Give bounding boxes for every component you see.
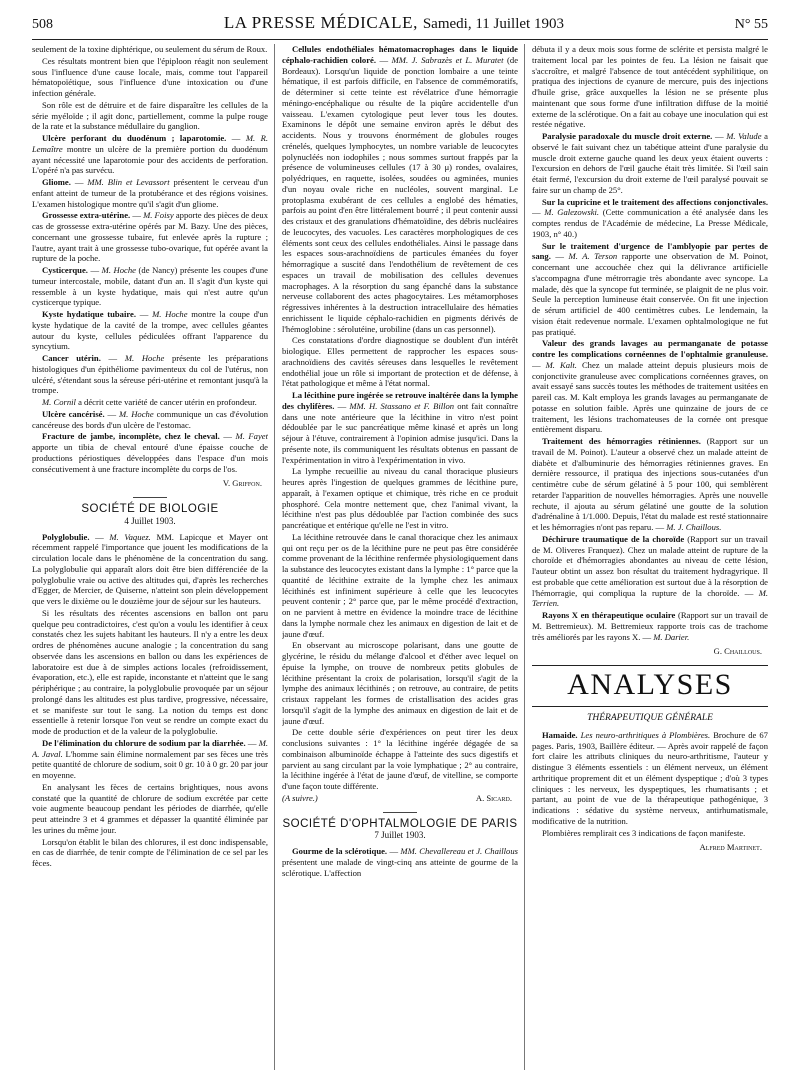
report-fracture: Fracture de jambe, incomplète, chez le cheval. — M. Fayet apporte un tibia de cheval entouré d'une épaisse couche de productions périostiques développées dans l'espace d'un mois consécutivement à une fracture incomplète du corps de l'os. <box>32 431 268 474</box>
to-be-continued: (A suivre.) <box>282 792 318 803</box>
page-number: 508 <box>32 17 53 32</box>
column-middle <box>282 44 518 1070</box>
signature: A. Sicard. <box>475 792 512 803</box>
report-text: MM. Lapicque et Mayer ont récemment rappelé l'importance que jouent les modifications de la circulation locale dans le phénomène de la concentration du sang. La polyglobulie qui apparaît alors doit être bien différenciée de la polyglobulie vraie ou active des altitudes qui, d'après les recherches d'Egger, de Mercier, de Quiserne, n'atteint son plein développement que vers le dixième ou le douzième jour de séjour sur les hauteurs. <box>32 531 268 606</box>
report-author: M. Foisy <box>143 210 174 221</box>
signature: G. Chaillous. <box>713 646 762 657</box>
report-author: M. Darier. <box>653 631 690 642</box>
report-text: a observé le fait suivant chez un tabétique atteint d'une paralysie du muscle droit externe gauche quand les deux yeux étaient ouverts : l'excursion en dehors de l'œil gauche était très limitée. Si l'œil sain était fermé, l'excursion du droit externe de l'œil paralysé pouvait se faire sur un champ de 25°. <box>532 131 768 195</box>
paragraph: Plombières remplirait ces 3 indications de façon manifeste. <box>542 827 746 838</box>
report-cysticerque: Cysticerque. — M. Hoche (de Nancy) présente les coupes d'une tumeur intercostale, mobile, datant d'un an. Il s'agit d'un kyste qui ressemble à un kyste hydatique, mais qui n'est autre qu'un cysticerque typique. <box>32 265 268 308</box>
report-text: a décrit cette variété de cancer utérin en profondeur. <box>78 397 257 407</box>
report-author: M. Terrien. <box>532 587 768 609</box>
report-dechirure: Déchirure traumatique de la choroïde (Rapport sur un travail de M. Oliveres Franquez). Chez un malade atteint de rupture de la choroïde et d'hémorragies abondantes au niveau de cette lésion, l'auteur obtint un assez bon résultat du traitement hydragyrique. Il est probable que cette amélioration est surtout due à la résorption de l'hémorragie, qui compliqua la rupture de la choroïde. — M. Terrien. <box>532 533 768 609</box>
report-text: présente les préparations histologiques d'un épithéliome pavimenteux du col de l'utérus, non ulcéré, s'étendant sous la séreuse péri-utérine et remontant jusqu'à la trompe. <box>32 353 268 396</box>
report-text: rapporte une observation de M. Poinot, concernant une accouchée chez qui la délivrance artificielle s'accompagna d'une métrorragie très abondante avec syncope. La malade, dès que la syncope fut terminée, se plaignit de ne plus voir. Seule la perception lumineuse était conservée. On fit une injection de sérum artificiel de 400 centimètres cubes. Le lendemain, la vision était redevenue normale. L'examen ophtalmologique ne fut pas pratiqué. <box>532 251 768 337</box>
report-title: Kyste hydatique tubaire. <box>42 309 136 319</box>
report-text: L'homme sain élimine normalement par ses fèces une très petite quantité de chlorure de sodium, soit 0 gr. 10 à 0 gr. 20 par jour en moyenne. <box>32 748 268 780</box>
report-ulcere-cancerise: Ulcère cancérisé. — M. Hoche communique un cas d'évolution cancéreuse des bords d'un ulcère de l'estomac. <box>32 408 268 430</box>
report-author: M. Hoche <box>152 309 188 319</box>
report-cupricine: Sur la cupricine et le traitement des affections conjonctivales. — M. Galezowski. (Cette communication a été analysée dans les comptes rendus de l'Académie de médecine, La Presse Médicale, 1903, n° 40.) <box>532 196 768 239</box>
report-author: M. Fayet <box>235 431 268 442</box>
subsection-title: THÉRAPEUTIQUE GÉNÉRALE <box>587 713 713 723</box>
report-text: (Cette communication a été analysée dans les comptes rendus de l'Académie de médecine, La Presse Médicale, 1903, n° 40.) <box>532 207 768 239</box>
column-divider <box>524 44 525 1070</box>
section-date: 7 Juillet 1903. <box>374 830 426 841</box>
report-text: montre un ulcère de la première portion du duodénum ayant nécessité une laparotomie pour des accidents de perforation. L'opéré n'a pas survécu. <box>32 143 268 176</box>
report-author: MM. J. Sabrazès et L. Muratet <box>391 54 504 65</box>
report-polyglobulie: Polyglobulie. — M. Vaquez. MM. Lapicque et Mayer ont récemment rappelé l'importance que jouent les modifications de la circulation locale dans le phénomène de la concentration du sang. La polyglobulie qui apparaît alors doit être bien différenciée de la polyglobulie vraie ou active des altitudes qui, d'après les recherches d'Egger, de Mercier, de Quiserne, n'atteint son plein développement que vers le dixième ou le douzième jour de séjour sur les hauteurs. <box>32 531 268 606</box>
report-title: Gourme de la sclérotique. <box>292 846 388 856</box>
report-title: Fracture de jambe, incomplète, chez le cheval. <box>42 431 220 442</box>
report-text: apporte un tibia de cheval entouré d'une épaisse couche de productions périostiques développées dans l'espace d'un mois consécutivement à une fracture incomplète du corps de l'os. <box>32 442 268 474</box>
report-grossesse: Grossesse extra-utérine. — M. Foisy apporte des pièces de deux cas de grossesse extra-utérine opérés par M. Bazy. Une des pièces, concernant une grossesse tubaire, fut enlevée après la rupture ; l'autre, ayant trait à une grossesse tubo-ovarique, fut opérée avant la rupture de la poche. <box>32 210 268 264</box>
report-title: Traitement des hémorragies rétiniennes. <box>542 436 701 446</box>
signature: Alfred Martinet. <box>699 842 762 853</box>
report-title: Cysticerque. <box>42 265 88 275</box>
report-title: Polyglobulie. <box>42 531 90 542</box>
journal-name: LA PRESSE MÉDICALE, <box>223 13 418 32</box>
section-date: 4 Juillet 1903. <box>124 515 176 526</box>
report-author: M. Hoche <box>101 265 136 275</box>
report-title: De l'élimination du chlorure de sodium par la diarrhée. <box>42 737 246 748</box>
report-cornil <box>32 397 268 408</box>
report-title: Sur la cupricine et le traitement des affections conjonctivales. <box>542 196 768 207</box>
report-title: Rayons X en thérapeutique oculaire <box>542 610 676 620</box>
page-header <box>32 13 768 40</box>
paragraph: seulement de la toxine diphtérique, ou seulement du sérum de Roux. <box>32 44 268 54</box>
column-divider <box>274 44 275 1070</box>
report-ulcere: Ulcère perforant du duodénum ; laparotomie. — M. R. Lemaître montre un ulcère de la première portion du duodénum ayant nécessité une laparotomie pour des accidents de perforation. L'opéré n'a pas survécu. <box>32 133 268 176</box>
issue-number: N° 55 <box>734 17 768 32</box>
report-author: M. Vaquez. <box>109 531 151 542</box>
review-text: Brochure de 67 pages. Paris, 1903, Baillère éditeur. — Après avoir rappelé de façon fort claire les attributs cliniques du neuro-arthritisme, l'auteur y distingue 3 éléments essentiels : un élément nerveux, un élément arthritique proprement dit et un élément dyspeptique ; d'où 3 types cliniques : les nerveux, les dyspeptiques, les rhumatisants ; et partant, au point de vue de la thérapeutique pathogénique, 3 indications : sédative du système nerveux, antirhumatismale, modificative de la nutrition. <box>532 729 768 826</box>
report-author: M. A. Javal. <box>32 737 268 759</box>
report-author: MM. Blin et Levassort <box>87 177 170 187</box>
review-title: Les neuro-arthritiques à Plombières. <box>580 729 711 740</box>
report-title: Paralysie paradoxale du muscle droit externe. <box>542 131 713 141</box>
report-text: Chez un malade atteint depuis plusieurs mois de conjonctivite granuleuse avec complications cornéennes graves, on avait essayé sans succès toutes les méthodes de traitement usitées en pareil cas. M. Kalt employa les grands lavages au permanganate de potasse en solution faible. Après une quinzaine de jours de ce traitement, les lésions trachomateuses de la cornée ont presque entièrement disparu. <box>532 359 768 435</box>
report-cancer: Cancer utérin. — M. Hoche présente les préparations histologiques d'un épithéliome pavimenteux du col de l'utérus, non ulcéré, s'étendant sous la séreuse péri-utérine et remontant jusqu'à la trompe. <box>32 353 268 396</box>
report-author: M. A. Terson <box>568 251 618 262</box>
report-author: M. Hoche <box>124 353 165 363</box>
report-title: Cancer utérin. <box>42 353 101 363</box>
paragraph: Ces résultats montrent bien que l'épiploon réagit non seulement sous l'influence d'une cause locale, mais, comme tout l'appareil hématopoïétique, sous l'influence d'une intoxication ou d'une infection générale. <box>32 55 268 98</box>
section-title: SOCIÉTÉ DE BIOLOGIE <box>81 503 219 515</box>
paragraph: Si les résultats des récentes ascensions en ballon ont paru quelque peu contradictoires, c'est qu'on a voulu les identifier à ceux constatés chez les sujets habitant les hauteurs. Il n'y a entre les deux ordres de phénomènes aucune analogie ; la concentration du sang observée dans les ascensions en ballon ou dans les expériences de laboratoire est due à de simples actions locales (refroidissement, évaporation, etc.), elle est rapide, inconstante et n'atteint que le sang périphérique ; au contraire, la polyglobulie provoquée par un séjour prolongé dans les altitudes est plus tardive, progressive, nécessaire, et se manifeste sur tout le sang. La notion du temps est donc essentielle à retenir lorsque l'on veut se rendre un compte exact du mode de production et de la valeur de la polyglobulie. <box>32 607 268 736</box>
continued-line <box>282 793 518 804</box>
report-author: M. Valude <box>726 131 762 141</box>
report-text: apporte des pièces de deux cas de grossesse extra-utérine opérés par M. Bazy. Une des pièces, concernant une grossesse tubaire, fut enlevée après la rupture ; l'autre, ayant trait à une grossesse tubo-ovarique, fut opérée avant la rupture de la poche. <box>32 210 268 264</box>
review-hamaide <box>532 730 768 827</box>
report-title: Gliome. <box>42 177 71 187</box>
paragraph: La lymphe recueillie au niveau du canal thoracique plusieurs heures après l'ingestion de quelques grammes de lécithine pure, apparaît, à l'examen optique et chimique, très riche en ce produit phosphoré. Cela montre nettement que, chez l'animal vivant, la lécithine n'est pas plus dédoublée par l'action combinée des sucs pancréatique et entérique qu'elle ne l'est in vitro. <box>282 466 518 530</box>
report-lavages: Valeur des grands lavages au permanganate de potasse contre les complications cornéennes de l'ophtalmie granuleuse. — M. Kalt. Chez un malade atteint depuis plusieurs mois de conjonctivite granuleuse avec complications cornéennes graves, on avait essayé sans succès toutes les méthodes de traitement usitées en pareil cas. M. Kalt employa les grands lavages au permanganate de potasse en solution faible. Après une quinzaine de jours de ce traitement, les lésions trachomateuses de la cornée ont presque entièrement disparu. <box>532 338 768 435</box>
separator-rule <box>383 812 417 813</box>
report-author: M. Galezowski. <box>544 207 600 218</box>
report-chlorure: De l'élimination du chlorure de sodium par la diarrhée. — M. A. Javal. L'homme sain élimine normalement par ses fèces une très petite quantité de chlorure de sodium, soit 0 gr. 10 à 0 gr. 20 par jour en moyenne. <box>32 737 268 780</box>
paragraph: débuta il y a deux mois sous forme de sclérite et persista malgré le traitement local par les pointes de feu. La lésion ne faisait que s'accroître, et malgré l'absence de tout antécédent syphilitique, on pratiqua des injections de cyanure de mercure, puis des injections d'huile grise, grâce auxquelles la lésion ne se présente plus maintenant que sous forme d'une infiltration diffuse de la moitié externe de la sclérotique. On a fait au cobaye une inoculation qui est restée négative. <box>532 44 768 130</box>
report-text: (Rapport sur un travail de M. Poinot). L'auteur a observé chez un malade atteint de diabète et d'albuminurie des hémorragies rétiniennes graves. En dernière ressource, il pratiqua des injections sous-cutanées d'un centimètre cube de sérum gélatiné à 5 pour 100, qui semblèrent retarder l'apparition de nouvelles hémorragies. Après une nouvelle rechute, il ajouta au sérum gélatiné une goutte de la solution d'adrénaline à 1/1.000. Depuis, l'état du malade est resté stationnaire et les hémorragies n'ont pas reparu. <box>532 436 768 532</box>
report-author: M. Hoche <box>119 408 154 419</box>
column-right <box>532 44 768 1070</box>
paragraph: Son rôle est de détruire et de faire disparaître les cellules de la série myéloïde ; il agit donc, partiellement, comme la pulpe rouge de la rate et la substance médullaire du ganglion. <box>32 99 268 132</box>
report-paralysie: Paralysie paradoxale du muscle droit externe. — M. Valude a observé le fait suivant chez un tabétique atteint d'une paralysie du muscle droit externe gauche quand les deux yeux étaient ouverts : l'excursion en dehors de l'œil gauche était très limitée. Si l'œil sain était fermé, l'excursion du droit externe de l'œil paralysé pouvait se faire sur un champ de 25°. <box>532 131 768 195</box>
paragraph: Ces constatations d'ordre diagnostique se doublent d'un intérêt biologique. Elles permettent de rapprocher les espaces sous-arachnoïdiens des cavités séreuses dans lesquelles le revêtement endothélial joue un rôle si important de protection et de défense, à l'état pathologique et même à l'état normal. <box>282 335 518 389</box>
report-gliome: Gliome. — MM. Blin et Levassort présentent le cerveau d'un enfant atteint de tumeur de la protubérance et des régions voisines. L'examen histologique montre qu'il s'agit d'un gliome. <box>32 177 268 209</box>
report-author: M. Kalt. <box>545 359 577 370</box>
review-author: Hamaide. <box>542 729 578 740</box>
report-author: MM. Chevallereau et J. Chaillous <box>400 846 518 856</box>
paragraph: La lécithine retrouvée dans le canal thoracique chez les animaux qui ont reçu per os de la lécithine pure ne peut pas être considérée comme provenant de la lécithine renfermée physiologiquement dans la substance des leucocytes existant dans la lymphe : 1° parce que la quantité de lécithine extraite de la lymphe chez les animaux lécithinés est infiniment supérieure à celle que les leucocytes peuvent contenir ; 2° parce que, par le même procédé d'extraction, on ne parvient à mettre en évidence la moindre trace de lécithine dans la lymphe normale chez les animaux en digestion de lait et de jaune d'œuf. <box>282 531 518 639</box>
report-title: Valeur des grands lavages au permanganate de potasse contre les complications cornéennes de l'ophtalmie granuleuse. <box>532 338 768 359</box>
paragraph: En analysant les fèces de certains brightiques, nous avons constaté que la quantité de chlorure de sodium excrétée par cette voie augmente beaucoup pendant les périodes de diarrhée, qu'elle peut atteindre 3 et 4 grammes et dépasser la quantité éliminée par les urines du même jour. <box>32 781 268 835</box>
report-text: communique un cas d'évolution cancéreuse des bords d'un ulcère de l'estomac. <box>32 408 268 430</box>
report-title: Grossesse extra-utérine. <box>42 210 131 221</box>
report-kyste: Kyste hydatique tubaire. — M. Hoche montre la coupe d'un kyste hydatique de la cavité de la trompe, avec cellules géantes autour du kyste, cellules pédiculées offrant l'apparence du syncytium. <box>32 309 268 352</box>
column-left <box>32 44 268 1070</box>
separator-rule <box>133 497 167 498</box>
report-text: (de Bordeaux). Lorsqu'un liquide de ponction lombaire a une teinte hématique, il est parfois difficile, en l'absence de commémoratifs, de déterminer si cette teinte est révélatrice d'une hémorragie méningo-encéphalique ou résulte de la piqûre accidentelle d'un vaisseau. L'examen cytologique peut lever tous les doutes. Examinons le dépôt une semaine environ après le début des accidents. Nous y trouvons énormément de globules rouges crénelés, quelques lymphocytes, un nombre variable de leucocytes polynucléés non iodophiles ; nous sommes surtout frappés par la présence de volumineuses cellules (17 à 30 μ) rondes, ovalaires, polyédriques, en raquette, isolées, soudées ou agminées, munies d'un noyau ovale riche en nucléoles, souvent marginal. Le protoplasma exubérant de ces cellules a englobé des hématies, parfois au point d'en être littéralement bourré ; il peut contenir aussi des cristaux et des granulations d'hématoïdine, des débris nucléaires de leucocytes, des vacuoles. Les caractères morphologiques de ces éléments sont ceux des cellules endothéliales. Ainsi le passage dans les espaces sous-arachnoïdiens de particules émanées du foyer hémorragique a suscité dans l'endothélium de revêtement de ces espaces un travail de mobilisation des cellules devenues macrophages. A la résorption du sang épanché dans la substance nerveuse collaborent des actes phagocytaires. Les métamorphoses régressives inhérentes à la destruction intracellulaire des hématies enrichissent le liquide céphalo-rachidien en pigments dérivés de l'hémoglobine : sérolutéine, urobiline (dans un cas personnel). <box>282 54 518 334</box>
report-author: M. Cornil <box>42 397 76 407</box>
report-title: Déchirure traumatique de la choroïde <box>542 533 685 544</box>
report-title: Cellules endothéliales hématomacrophages dans le liquide céphalo-rachidien coloré. <box>282 44 518 65</box>
report-author: M. J. Chaillous. <box>666 522 722 532</box>
section-title: SOCIÉTÉ D'OPHTALMOLOGIE DE PARIS <box>282 817 518 830</box>
report-text: (de Nancy) présente les coupes d'une tumeur intercostale, mobile, datant d'un an. Il s'agit d'un kyste qui ressemble à un kyste hydatique, mais qui n'est autre qu'un cysticerque typique. <box>32 265 268 308</box>
report-text: (Rapport sur un travail de M. Oliveres Franquez). Chez un malade atteint de rupture de la choroïde et d'hémorragies abondantes au niveau de cette lésion, l'auteur obtint un assez bon résultat du traitement hydragyrique. Il est probable que cette amélioration est surtout due à la résorption de l'hémorragie, qui compliqua la rupture de la choroïde. <box>532 533 768 598</box>
report-text: montre la coupe d'un kyste hydatique de la cavité de la trompe, avec cellules géantes autour du kyste, cellules pédiculées offrant l'apparence du syncytium. <box>32 309 268 352</box>
signature: V. Griffon. <box>222 478 262 489</box>
section-banner-analyses: ANALYSES <box>532 665 768 707</box>
paragraph: Lorsqu'on établit le bilan des chlorures, il est donc indispensable, en cas de diarrhée, de tenir compte de l'élimination de ce sel par les fèces. <box>32 836 268 868</box>
report-text: ont fait connaître dans une note antérieure que la lécithine in vitro n'est point dédoublée par le suc pancréatique même kinasé et après un long séjour à l'étuve, contrairement à l'opinion admise jusqu'ici. Dans la présente note, ils communiquent les résultats obtenus en passant de l'expérimentation in vitro à l'expérimentation in vivo. <box>282 400 518 465</box>
report-cellules: Cellules endothéliales hématomacrophages dans le liquide céphalo-rachidien coloré. — MM. J. Sabrazès et L. Muratet (de Bordeaux). Lorsqu'un liquide de ponction lombaire a une teinte hématique, il est parfois difficile, en l'absence de commémoratifs, de déterminer si cette teinte est révélatrice d'une hémorragie méningo-encéphalique ou résulte de la piqûre accidentelle d'un vaisseau. L'examen cytologique peut lever tous les doutes. Examinons le dépôt une semaine environ après le début des accidents. Nous y trouvons énormément de globules rouges crénelés, quelques lymphocytes, un nombre variable de leucocytes polynucléés non iodophiles ; nous sommes surtout frappés par la présence de volumineuses cellules (17 à 30 μ) rondes, ovalaires, polyédriques, en raquette, isolées, soudées ou agminées, munies d'un noyau ovale riche en nucléoles, souvent marginal. Le protoplasma exubérant de ces cellules a englobé des hématies, parfois au point d'en être littéralement bourré ; il peut contenir aussi des cristaux et des granulations d'hématoïdine, des débris nucléaires de leucocytes, des vacuoles. Les caractères morphologiques de ces éléments sont ceux des cellules endothéliales. Ainsi le passage dans les espaces sous-arachnoïdiens de particules émanées du foyer hémorragique a suscité dans l'endothélium de revêtement de ces espaces un travail de mobilisation des cellules devenues macrophages. A la résorption du sang épanché dans la substance nerveuse collaborent des actes phagocytaires. Les métamorphoses régressives inhérentes à la destruction intracellulaire des hématies enrichissent le liquide céphalo-rachidien en pigments dérivés de l'hémoglobine : sérolutéine, urobiline (dans un cas personnel). <box>282 44 518 334</box>
issue-date: Samedi, 11 Juillet 1903 <box>422 16 564 32</box>
journal-title <box>224 13 564 33</box>
report-gourme: Gourme de la sclérotique. — MM. Chevallereau et J. Chaillous présentent une malade de vingt-cinq ans atteinte de gourme de la sclérotique. L'affection <box>282 846 518 878</box>
report-author: MM. H. Stassano et F. Billon <box>349 400 455 411</box>
report-text: présentent le cerveau d'un enfant atteint de tumeur de la protubérance et des régions voisines. L'examen histologique montre qu'il s'agit d'un gliome. <box>32 177 268 209</box>
paragraph: En observant au microscope polarisant, dans une goutte de glycérine, le résidu du mélange d'alcool et d'éther avec lequel on épuise la lymphe, on trouve de nombreux petits globules de lécithine présentant la croix de polarisation, lorsqu'il s'agit de la lymphe des animaux lécithinés ; on retrouve, au contraire, de petits cristaux rappelant les formes de cristallisation des acides gras lorsqu'il s'agit de la lymphe des animaux en digestion de lait et de jaune d'œuf. <box>282 640 518 726</box>
report-rayons: Rayons X en thérapeutique oculaire (Rapport sur un travail de M. Bettremieux). M. Bettremieux rapporte trois cas de trachome très améliorés par les rayons X. — M. Darier. <box>532 610 768 642</box>
report-text: présentent une malade de vingt-cinq ans atteinte de gourme de la sclérotique. L'affection <box>282 856 518 878</box>
paragraph: De cette double série d'expériences on peut tirer les deux conclusions suivantes : 1° la lécithine ingérée dégagée de sa combinaison albuminoïde échappe à l'atteinte des sucs digestifs et parvient au sang circulant par la voie lymphatique ; 2° au contraire, la lécithine ingérée à l'état de jaune d'œuf, de vitelline, se comporte d'une façon toute différente. <box>282 727 518 791</box>
report-lecithine: La lécithine pure ingérée se retrouve inaltérée dans la lymphe des chylifères. — MM. H. Stassano et F. Billon ont fait connaître dans une note antérieure que la lécithine in vitro n'est point dédoublée par le suc pancréatique même kinasé et après un long séjour à l'étuve, contrairement à l'opinion admise jusqu'ici. Dans la présente note, ils communiquent les résultats obtenus en passant de l'expérimentation in vitro à l'expérimentation in vivo. <box>282 390 518 465</box>
report-amblyopie: Sur le traitement d'urgence de l'amblyopie par pertes de sang. — M. A. Terson rapporte une observation de M. Poinot, concernant une accouchée chez qui la délivrance artificielle s'accompagna d'une métrorragie très abondante avec syncope. La malade, dès que la syncope fut terminée, se plaignit de ne plus voir. Seule la perception lumineuse était conservée. On fit une injection de sérum artificiel de 400 centimètres cubes. Le lendemain, la vision était redevenue normale. L'examen ophtalmologique ne fut pas pratiqué. <box>532 240 768 337</box>
report-title: Sur le traitement d'urgence de l'amblyopie par pertes de sang. <box>532 240 768 262</box>
report-text: (Rapport sur un travail de M. Bettremieux). M. Bettremieux rapporte trois cas de trachome très améliorés par les rayons X. <box>532 610 768 642</box>
report-author: M. R. Lemaître <box>32 133 268 154</box>
report-title: La lécithine pure ingérée se retrouve inaltérée dans la lymphe des chylifères. <box>282 390 518 411</box>
report-title: Ulcère cancérisé. <box>42 408 105 419</box>
report-hemorragies: Traitement des hémorragies rétiniennes. (Rapport sur un travail de M. Poinot). L'auteur a observé chez un malade atteint de diabète et d'albuminurie des hémorragies rétiniennes graves. En dernière ressource, il pratiqua des injections sous-cutanées d'un centimètre cube de sérum gélatiné à 5 pour 100, qui semblèrent retarder l'apparition de nouvelles hémorragies. Après une nouvelle rechute, il ajouta au sérum gélatiné une goutte de la solution d'adrénaline à 1/1.000. Depuis, l'état du malade est resté stationnaire et les hémorragies n'ont pas reparu. — M. J. Chaillous. <box>532 436 768 532</box>
report-title: Ulcère perforant du duodénum ; laparotomie. <box>42 133 227 143</box>
